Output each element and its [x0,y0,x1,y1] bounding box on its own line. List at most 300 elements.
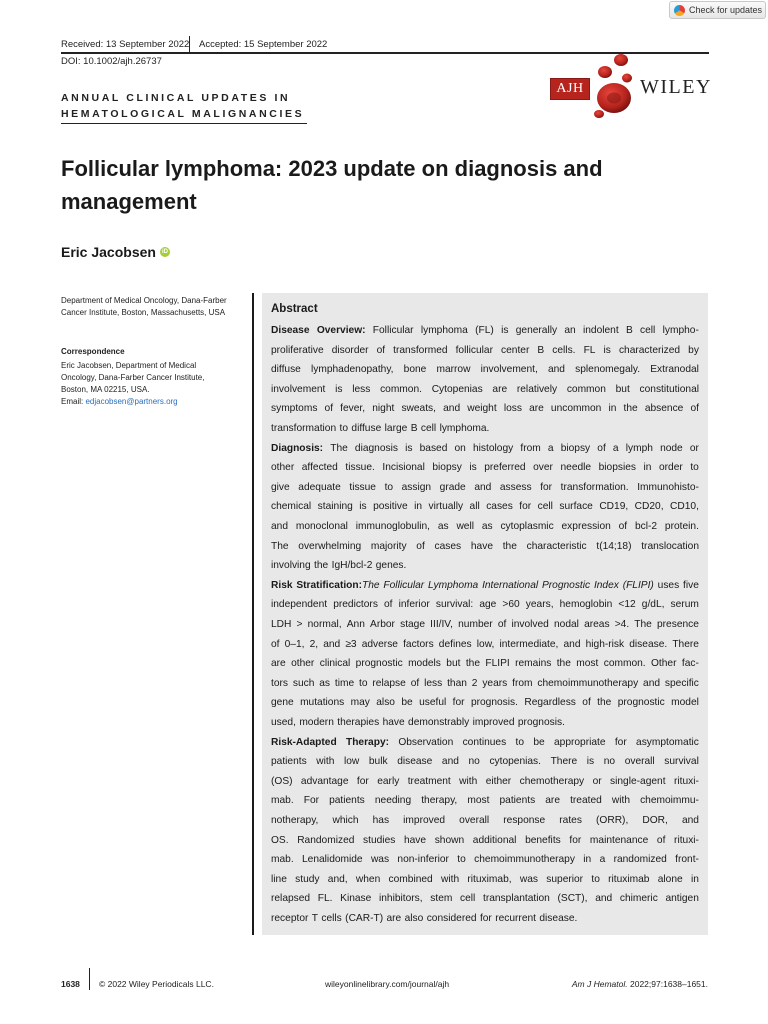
abstract-word [642,595,665,615]
abstract-line [271,811,699,831]
abstract-word [665,674,699,694]
abstract-text: line [271,873,287,885]
abstract-line [271,595,699,615]
abstract-text: Ann [346,619,365,630]
abstract-word [594,576,619,596]
abstract-line [271,458,699,478]
abstract-text: T [311,913,318,924]
abstract-word [463,733,507,753]
abstract-word [377,772,399,792]
abstract-text: overall [459,815,490,826]
abstract-text: be [401,697,413,709]
abstract-text: and [681,815,699,826]
abstract-word [499,635,558,655]
abstract-word [375,791,411,811]
abstract-text: OS. [271,834,289,846]
abstract-word [663,321,699,341]
abstract-text: survival: [435,599,474,611]
abstract-word [359,497,366,517]
abstract-text: is [359,501,367,513]
abstract-text: Lenalidomide [302,854,363,866]
abstract-text: needle [560,462,592,474]
abstract-word [533,458,553,478]
abstract-word [443,399,460,419]
abstract-word [371,850,389,870]
abstract-text: (OS) [271,775,293,787]
abstract-word [271,419,336,439]
abstract-word [524,693,576,713]
abstract-word [664,752,699,772]
abstract-line [271,556,699,576]
abstract-word [619,517,628,537]
abstract-word [271,537,289,557]
abstract-text: LDH [271,619,292,630]
abstract-word [481,360,538,380]
abstract-text: is [501,325,509,336]
abstract-word [520,870,538,890]
abstract-text: Extranodal [650,364,699,376]
abstract-word [671,595,699,615]
abstract-text: constitutional [639,383,699,395]
abstract-text: may [350,697,370,709]
abstract-word [526,595,554,615]
abstract-line [271,752,699,772]
abstract-word [551,752,578,772]
abstract-text: The [634,619,652,630]
footer-divider [89,968,90,990]
abstract-word [658,870,683,890]
abstract-text: from [520,442,541,454]
abstract-word [356,517,430,537]
abstract-text: node [660,442,683,454]
abstract-text: most [467,795,490,807]
abstract-text: prognostic [355,658,403,670]
crossmark-icon [674,5,685,16]
abstract-text: and [547,364,565,376]
abstract-word [384,595,393,615]
abstract-word [385,478,394,498]
abstract-word [373,321,414,341]
abstract-text: alone [657,873,683,885]
abstract-word [471,537,493,557]
abstract-text: The [330,442,348,454]
abstract-word [401,693,412,713]
abstract-word [271,713,296,733]
abstract-word [561,439,590,459]
abstract-text: relatively [516,383,558,395]
abstract-text: have [470,540,493,552]
abstract-text: and [474,481,492,493]
abstract-text: no [603,756,616,768]
abstract-word [311,360,394,380]
abstract-word [559,497,592,517]
abstract-text: histology [473,442,514,454]
abstract-word [457,850,466,870]
abstract-text: models [408,658,441,670]
abstract-word [516,733,525,753]
abstract-word [482,576,538,596]
abstract-text: assess [499,481,532,493]
abstract-word [271,615,291,635]
abstract-text: mutations [300,697,345,709]
abstract-word [575,360,640,380]
abstract-text: normal, [307,619,342,630]
abstract-word [328,870,348,890]
abstract-word [455,439,466,459]
abstract-word [564,321,575,341]
abstract-word [537,674,638,694]
abstract-word [562,517,611,537]
series-heading-line1: ANNUAL CLINICAL UPDATES IN [61,92,291,104]
abstract-word [618,693,665,713]
abstract-word [670,497,699,517]
abstract-text: a [547,442,554,454]
abstract-text: common. [603,658,646,670]
abstract-text: of [497,619,507,630]
abstract-word [345,909,383,929]
abstract-word [552,341,575,361]
check-for-updates-button[interactable] [669,1,766,19]
abstract-heading: Abstract [271,303,318,315]
abstract-text: to [359,677,368,689]
abstract-text: >60 [502,599,520,611]
abstract-word [620,889,658,909]
abstract-word [271,831,289,851]
abstract-text: absence [644,403,684,415]
abstract-word [271,909,308,929]
abstract-text: presence [657,619,699,630]
abstract-word [519,497,531,517]
abstract-text: majority [370,540,407,552]
abstract-word [475,321,494,341]
abstract-text: Therapy: [345,736,390,748]
abstract-text: five [683,579,699,591]
abstract-word [393,341,447,361]
abstract-word [271,517,288,537]
abstract-line [271,341,699,361]
abstract-word [432,380,483,400]
abstract-text: <12 [618,599,636,611]
abstract-word [538,497,553,517]
abstract-text: lympho- [662,325,699,336]
abstract-text: of [618,521,628,532]
abstract-word [271,772,293,792]
abstract-word [319,674,330,694]
abstract-word [591,870,600,890]
abstract-text: is [469,462,477,474]
abstract-text: tissue. [345,462,375,474]
abstract-word [362,635,398,655]
abstract-word [560,458,591,478]
abstract-word [344,752,359,772]
abstract-text: chemoimmunotherapy [474,854,575,866]
abstract-word [583,321,619,341]
abstract-word [430,889,452,909]
abstract-word [335,674,354,694]
abstract-text: B [537,344,545,356]
abstract-word [321,909,341,929]
abstract-text: Kinase [340,893,372,905]
abstract-word [405,909,424,929]
abstract-text: and [441,756,459,768]
abstract-word [486,772,511,792]
abstract-text: and [595,893,613,905]
abstract-text: or [689,442,699,454]
abstract-word [546,870,583,890]
abstract-text: Lymphoma [428,579,479,591]
abstract-text: of [324,403,334,415]
citation [572,979,708,989]
abstract-text: with [459,775,478,787]
abstract-word [688,341,699,361]
abstract-text: uses [657,579,680,591]
abstract-word [503,811,545,831]
abstract-text: and [271,521,288,532]
abstract-word [271,399,317,419]
abstract-text: of [656,834,666,846]
abstract-word [604,341,611,361]
abstract-text: transplantation [483,893,550,905]
abstract-text: to [339,423,349,434]
abstract-text: also [404,913,424,924]
abstract-word [408,772,451,792]
abstract-word [332,556,373,576]
abstract-text: when [355,873,381,885]
abstract-text: but [615,383,630,395]
abstract-text: of [416,540,425,552]
abstract-word [642,811,667,831]
abstract-text: treatment [407,775,451,787]
abstract-text: serum [670,599,699,611]
abstract-word [438,517,449,537]
abstract-word [492,380,507,400]
abstract-text: but [446,658,461,670]
abstract-word [520,772,585,792]
abstract-text: years, [525,599,554,611]
abstract-text: > [296,619,303,630]
abstract-word [271,341,324,361]
abstract-word [599,497,628,517]
abstract-text: (SCT), [557,893,588,905]
abstract-word [672,635,699,655]
abstract-text: and [643,677,661,689]
abstract-word [489,752,541,772]
abstract-word [637,478,699,498]
abstract-text: is [586,756,595,768]
abstract-word [500,517,553,537]
abstract-word [271,870,287,890]
abstract-text: common. [380,383,422,395]
abstract-word [501,341,529,361]
abstract-word [414,497,422,517]
abstract-text: cells. [552,344,576,356]
abstract-text: mab. [271,795,294,807]
abstract-word [377,341,386,361]
abstract-text: tissue [349,481,376,493]
journal-logo: AJH [550,78,590,100]
abstract-word [333,595,378,615]
abstract-word [347,615,365,635]
abstract-word [411,419,418,439]
abstract-text: was [370,854,390,866]
abstract-word [516,321,557,341]
abstract-text: proliferative [271,344,324,356]
author [61,244,170,260]
abstract-word [405,439,412,459]
abstract-word [383,713,405,733]
abstract-text: be [533,736,545,748]
abstract-word [665,889,698,909]
abstract-word [682,811,699,831]
abstract-text: to [591,873,600,885]
abstract-word [595,889,612,909]
abstract-word [613,439,619,459]
abstract-word [404,831,426,851]
orcid-icon[interactable]: iD [161,249,168,255]
abstract-word [643,674,660,694]
abstract-word [612,791,630,811]
abstract-text: relapse [372,677,406,689]
abstract-text: Prognostic [541,579,591,591]
abstract-text: weight [467,403,497,415]
abstract-text: gene [271,697,294,709]
abstract-text: stem [430,893,453,905]
abstract-word [401,399,436,419]
abstract-word [518,713,565,733]
abstract-word [482,517,493,537]
abstract-text: rituximab, [467,873,512,885]
abstract-word [502,595,519,615]
abstract-text: involved [511,619,549,630]
abstract-word [584,615,609,635]
series-rule [61,123,307,124]
abstract-text: 0–1, [284,638,305,650]
abstract-line [271,772,699,792]
abstract-word [271,360,301,380]
correspondence-heading: Correspondence [61,347,125,356]
abstract-word [302,458,338,478]
author-name[interactable]: Eric Jacobsen [61,244,156,260]
abstract-word [386,909,401,929]
abstract-word [271,791,294,811]
abstract-text: and [563,638,581,650]
abstract-word [618,595,635,615]
abstract-word [318,889,333,909]
abstract-text: and [323,638,341,650]
abstract-text: a [599,854,606,866]
abstract-text: preferred [484,462,526,474]
abstract-text: notherapy, [271,815,319,826]
abstract-word [583,850,591,870]
abstract-text: such [292,677,315,689]
abstract-word [271,321,310,341]
abstract-word [301,772,349,792]
abstract-text: monoclonal [295,521,348,532]
abstract-text: cases [486,501,513,513]
abstract-word [503,537,517,557]
abstract-word [293,674,315,694]
abstract-text: modern [299,717,334,728]
abstract-text: Other [651,658,677,670]
abstract-word [460,889,475,909]
abstract-word [397,850,449,870]
abstract-text: are [529,403,544,415]
abstract-text: are [271,658,286,670]
abstract-word [683,576,699,596]
series-heading-line2: HEMATOLOGICAL MALIGNANCIES [61,108,305,120]
abstract-word [376,693,395,713]
abstract-word [659,458,683,478]
abstract-word [484,458,525,478]
abstract-text: overwhelming [298,540,362,552]
abstract-word [539,909,577,929]
abstract-text: There [550,756,578,768]
abstract-word [403,635,434,655]
abstract-text: for [569,834,582,846]
abstract-word [533,733,544,753]
abstract-word [459,811,489,831]
abstract-text: on [454,442,466,454]
abstract-word [424,674,442,694]
abstract-text: other [271,462,295,474]
abstract-text: therapies [337,717,380,728]
abstract-word [690,458,699,478]
abstract-text: Incisional [382,462,425,474]
abstract-text: common [566,383,606,395]
abstract-text: tors [271,677,288,689]
abstract-word [456,517,474,537]
abstract-word [615,733,627,753]
abstract-word [657,615,699,635]
abstract-word [370,615,395,635]
abstract-line [271,576,699,596]
abstract-text: cells [321,913,342,924]
abstract-word [504,399,522,419]
abstract-word [363,831,395,851]
abstract-text: shown [434,834,465,846]
abstract-text: disease. [629,638,668,650]
abstract-text: age [479,599,497,611]
abstract-word [420,439,448,459]
abstract-text: diagnosis [354,442,398,454]
email-label: Email: [61,397,86,406]
abstract-word [567,380,606,400]
abstract-word [332,811,358,831]
abstract-text: Diagnosis: [271,442,324,454]
abstract-text: an [564,325,576,336]
abstract-word [554,733,606,753]
accepted-date: Accepted: 15 September 2022 [199,39,328,50]
abstract-word [308,615,342,635]
abstract-text: antigen [665,893,699,905]
abstract-text: over [533,462,553,474]
abstract-text: of [597,442,606,454]
abstract-word [624,399,638,419]
abstract-word [658,576,680,596]
abstract-text: bulk [368,756,388,768]
abstract-word [404,360,427,380]
abstract-text: chemoimmunotherapy [537,677,639,689]
abstract-word [271,733,337,753]
email-link[interactable]: edjacobsen@partners.org [85,397,178,406]
abstract-text: follicular [455,344,493,356]
received-date: Received: 13 September 2022 [61,39,190,50]
abstract-line [271,733,699,753]
abstract-line [271,654,699,674]
abstract-text: disease [397,756,433,768]
journal-url-link[interactable]: wileyonlinelibrary.com/journal/ajh [325,979,450,989]
abstract-word [640,791,699,811]
